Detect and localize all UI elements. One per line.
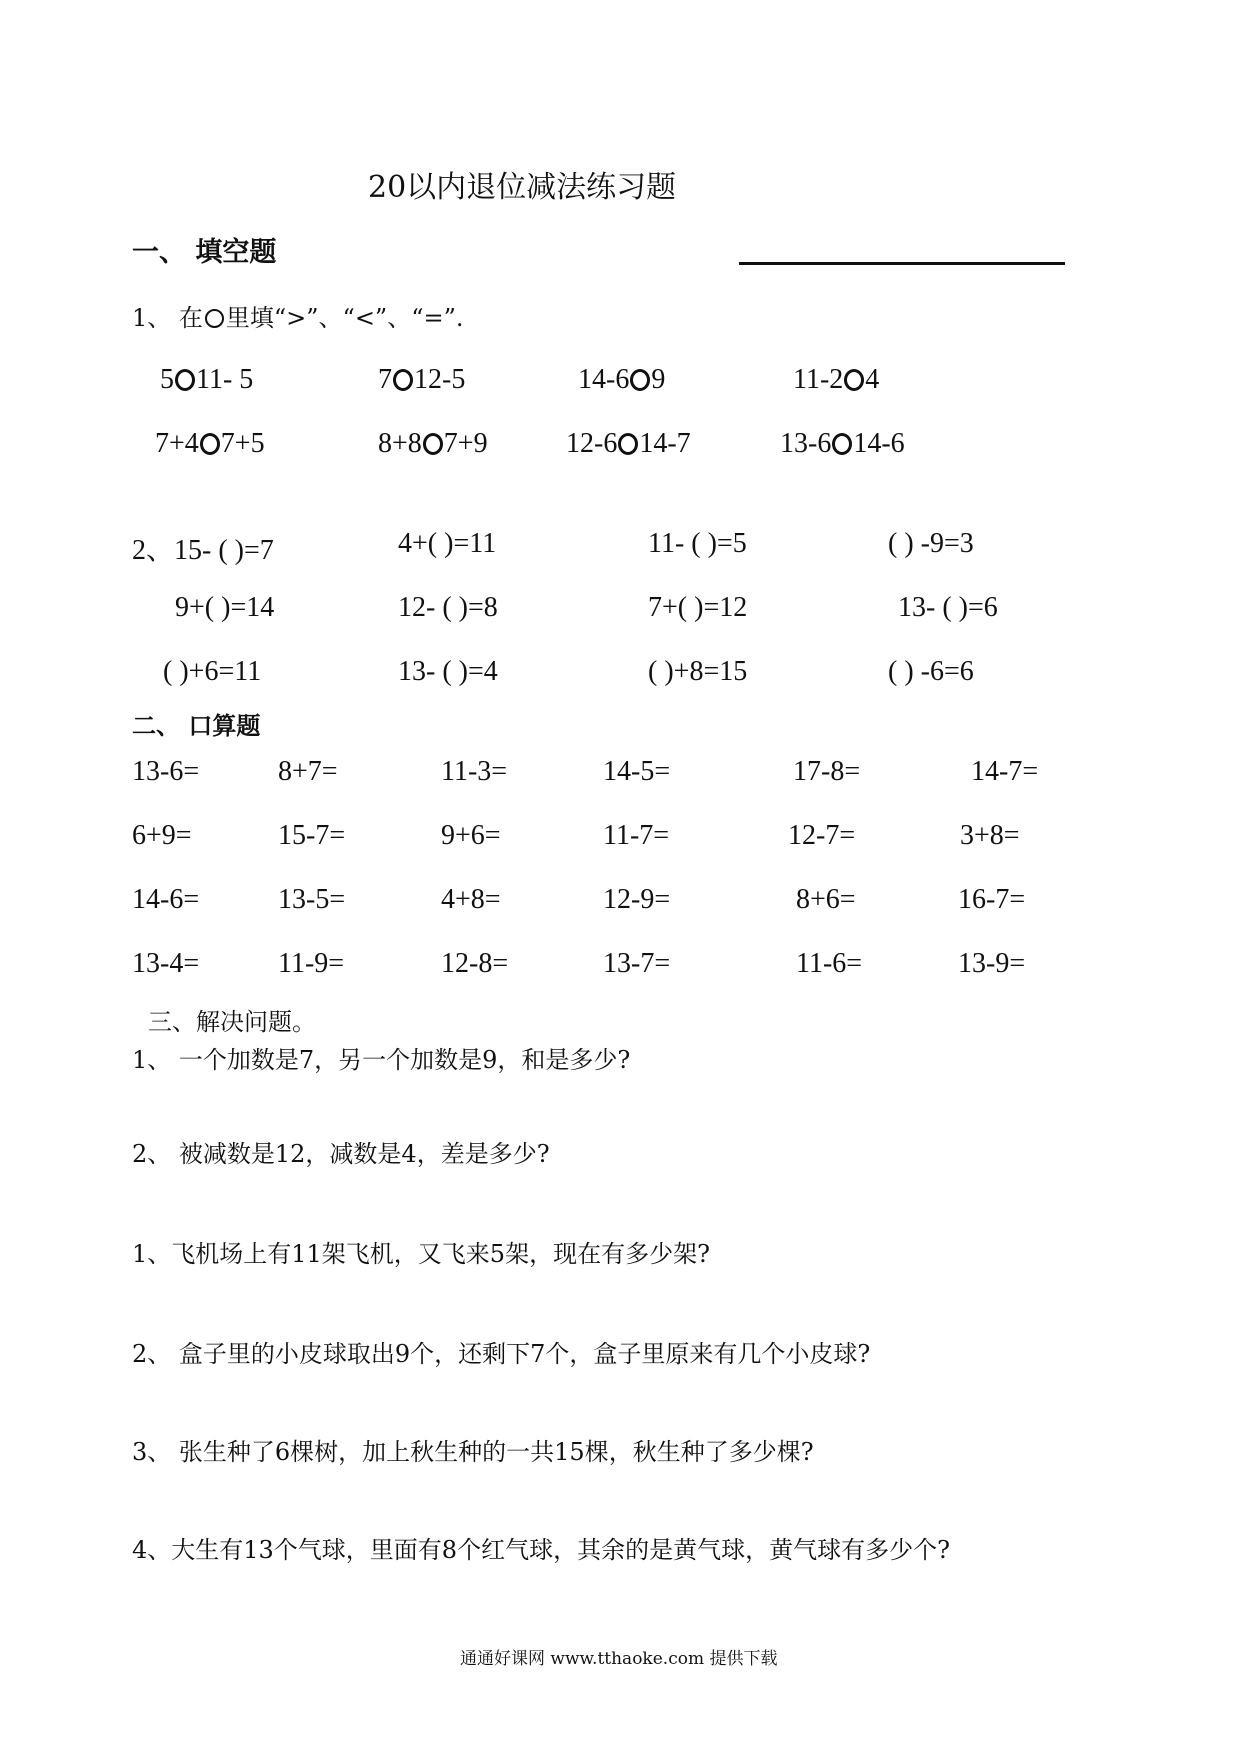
q1-prefix: 1、 在	[132, 304, 203, 332]
fill-blank-item[interactable]: ( )+8=15	[648, 656, 748, 687]
fill-blank-item[interactable]: 11- ( )=5	[648, 528, 747, 559]
fill-blank-item[interactable]: ( ) -9=3	[888, 528, 974, 559]
compare-circle[interactable]	[618, 433, 638, 455]
calc-item[interactable]: 12-7=	[788, 820, 856, 851]
fill-blank-item[interactable]: 12- ( )=8	[398, 592, 498, 623]
calc-item[interactable]: 6+9=	[132, 820, 192, 851]
calc-item[interactable]: 3+8=	[960, 820, 1020, 851]
fill-blank-item[interactable]: 13- ( )=4	[398, 656, 498, 687]
calc-item[interactable]: 16-7=	[958, 884, 1026, 915]
calc-item[interactable]: 8+6=	[796, 884, 856, 915]
calc-item[interactable]: 11-9=	[278, 948, 345, 979]
name-line	[739, 262, 1065, 265]
calc-item[interactable]: 15-7=	[278, 820, 346, 851]
calc-item[interactable]: 13-7=	[603, 948, 671, 979]
word-problem: 2、 盒子里的小皮球取出9个，还剩下7个，盒子里原来有几个小皮球?	[132, 1340, 871, 1368]
compare-circle[interactable]	[393, 369, 413, 391]
fill-blank-item[interactable]: 7+( )=12	[648, 592, 748, 623]
footer-text: 通通好课网 www.tthaoke.com 提供下载	[460, 1649, 778, 1669]
compare-circle[interactable]	[630, 369, 650, 391]
word-problem: 2、 被减数是12，减数是4，差是多少?	[132, 1140, 550, 1168]
calc-item[interactable]: 13-5=	[278, 884, 346, 915]
question-1-instruction	[132, 298, 463, 333]
compare-circle[interactable]	[175, 369, 195, 391]
calc-item[interactable]: 13-9=	[958, 948, 1026, 979]
compare-item: 11-2 4	[793, 364, 880, 395]
calc-item[interactable]: 12-8=	[441, 948, 509, 979]
fill-blank-item[interactable]: ( ) -6=6	[888, 656, 974, 687]
compare-circle[interactable]	[832, 433, 852, 455]
page-title: 20以内退位减法练习题	[368, 170, 677, 205]
calc-item[interactable]: 8+7=	[278, 756, 338, 787]
word-problem: 1、飞机场上有11架飞机，又飞来5架，现在有多少架?	[132, 1240, 710, 1268]
compare-circle[interactable]	[423, 433, 443, 455]
compare-circle[interactable]	[200, 433, 220, 455]
calc-item[interactable]: 4+8=	[441, 884, 501, 915]
calc-item[interactable]: 17-8=	[793, 756, 861, 787]
fill-blank-item[interactable]: 2、15- ( )=7	[132, 535, 274, 566]
word-problem: 3、 张生种了6棵树，加上秋生种的一共15棵，秋生种了多少棵?	[132, 1438, 814, 1466]
compare-item: 5 11- 5	[160, 364, 254, 395]
calc-item[interactable]: 12-9=	[603, 884, 671, 915]
calc-item[interactable]: 13-6=	[132, 756, 200, 787]
calc-item[interactable]: 11-3=	[441, 756, 508, 787]
calc-item[interactable]: 14-7=	[971, 756, 1039, 787]
section-heading-fill-blanks: 一、 填空题	[132, 237, 277, 268]
calc-item[interactable]: 11-7=	[603, 820, 670, 851]
word-problem: 4、大生有13个气球，里面有8个红气球，其余的是黄气球，黄气球有多少个?	[132, 1536, 950, 1564]
section-heading-word-problems: 三、解决问题。	[148, 1008, 316, 1036]
q1-suffix: 里填“>”、“<”、“=”.	[225, 304, 464, 332]
calc-item[interactable]: 13-4=	[132, 948, 200, 979]
fill-blank-item[interactable]: 9+( )=14	[175, 592, 275, 623]
calc-item[interactable]: 14-6=	[132, 884, 200, 915]
circle-icon	[205, 309, 224, 328]
section-heading-mental-math: 二、 口算题	[132, 711, 261, 740]
calc-item[interactable]: 11-6=	[796, 948, 863, 979]
word-problem: 1、 一个加数是7，另一个加数是9，和是多少?	[132, 1046, 631, 1074]
calc-item[interactable]: 9+6=	[441, 820, 501, 851]
compare-circle[interactable]	[844, 369, 864, 391]
compare-item: 7+4 7+5	[155, 428, 265, 459]
compare-item: 8+8 7+9	[378, 428, 488, 459]
fill-blank-item[interactable]: 13- ( )=6	[898, 592, 998, 623]
compare-item: 14-6 9	[578, 364, 666, 395]
compare-item: 12-6 14-7	[566, 428, 691, 459]
compare-item: 13-6 14-6	[780, 428, 905, 459]
fill-blank-item[interactable]: ( )+6=11	[163, 656, 262, 687]
compare-item: 7 12-5	[378, 364, 466, 395]
fill-blank-item[interactable]: 4+( )=11	[398, 528, 497, 559]
calc-item[interactable]: 14-5=	[603, 756, 671, 787]
